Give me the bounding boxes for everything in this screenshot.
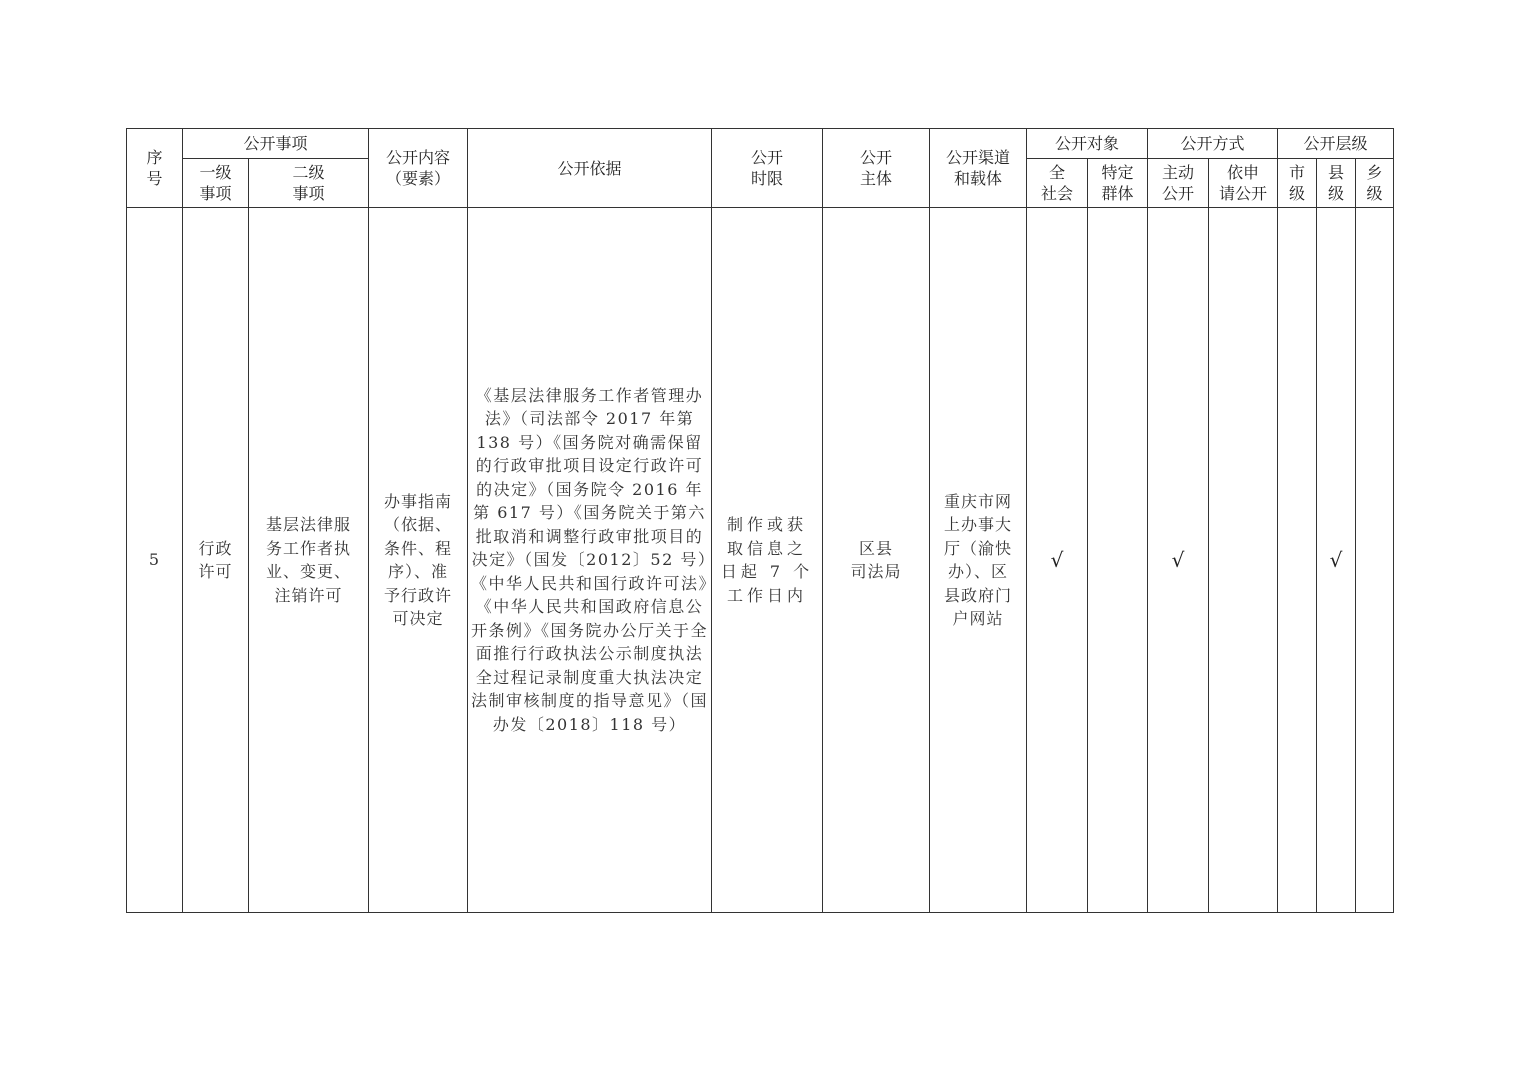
cell-method-active <box>1148 208 1209 913</box>
header-seq: 序 号 <box>127 129 183 208</box>
header-method-active: 主动 公开 <box>1148 159 1209 208</box>
header-level-city: 市 级 <box>1278 159 1317 208</box>
cell-level2: 基层法律服 务工作者执 业、变更、 注销许可 <box>249 208 369 913</box>
header-level1: 一级 事项 <box>183 159 249 208</box>
cell-channel: 重庆市网 上办事大 厅（渝快 办）、区 县政府门 户网站 <box>930 208 1027 913</box>
cell-level-county <box>1317 208 1356 913</box>
cell-audience-specific <box>1088 208 1148 913</box>
cell-time-limit: 制作或获 取信息之 日起 7 个 工作日内 <box>712 208 823 913</box>
header-method-request: 依申 请公开 <box>1209 159 1278 208</box>
header-method-group: 公开方式 <box>1148 129 1278 159</box>
cell-audience-all <box>1027 208 1088 913</box>
header-level-county: 县 级 <box>1317 159 1356 208</box>
header-row-1 <box>127 129 1394 159</box>
cell-content: 办事指南 （依据、 条件、程 序）、准 予行政许 可决定 <box>369 208 468 913</box>
header-items-group: 公开事项 <box>183 129 369 159</box>
cell-level-city <box>1278 208 1317 913</box>
header-level2: 二级 事项 <box>249 159 369 208</box>
disclosure-table <box>126 128 1394 913</box>
cell-subject: 区县 司法局 <box>823 208 930 913</box>
header-time-limit: 公开 时限 <box>712 129 823 208</box>
checkmark-icon: √ <box>1050 548 1064 572</box>
header-audience-all: 全 社会 <box>1027 159 1088 208</box>
header-audience-group: 公开对象 <box>1027 129 1148 159</box>
cell-basis: 《基层法律服务工作者管理办法》（司法部令 2017 年第 138 号）《国务院对确需保留的行政审批项目设定行政许可的决定》（国务院令 2016 年第 617 号）《国务院关于第六批取消和调整行政审批项目的决定》（国发〔2012〕52 号）《中华人民共和国行政许可法》《中华人民共和国政府信息公开条例》《国务院办公厅关于全面推行行政执法公示制度执法全过程记录制度重大执法决定法制审核制度的指导意见》（国办发〔2018〕118 号） <box>468 208 712 913</box>
cell-method-request <box>1209 208 1278 913</box>
cell-level-town <box>1356 208 1394 913</box>
header-audience-specific: 特定 群体 <box>1088 159 1148 208</box>
cell-level1: 行政 许可 <box>183 208 249 913</box>
header-level-town: 乡 级 <box>1356 159 1394 208</box>
header-level-group: 公开层级 <box>1278 129 1394 159</box>
checkmark-icon: √ <box>1329 548 1343 572</box>
header-subject: 公开 主体 <box>823 129 930 208</box>
header-channel: 公开渠道 和载体 <box>930 129 1027 208</box>
checkmark-icon: √ <box>1171 548 1185 572</box>
header-content: 公开内容 （要素） <box>369 129 468 208</box>
cell-seq: 5 <box>127 208 183 913</box>
header-basis: 公开依据 <box>468 129 712 208</box>
table-row <box>127 208 1394 913</box>
